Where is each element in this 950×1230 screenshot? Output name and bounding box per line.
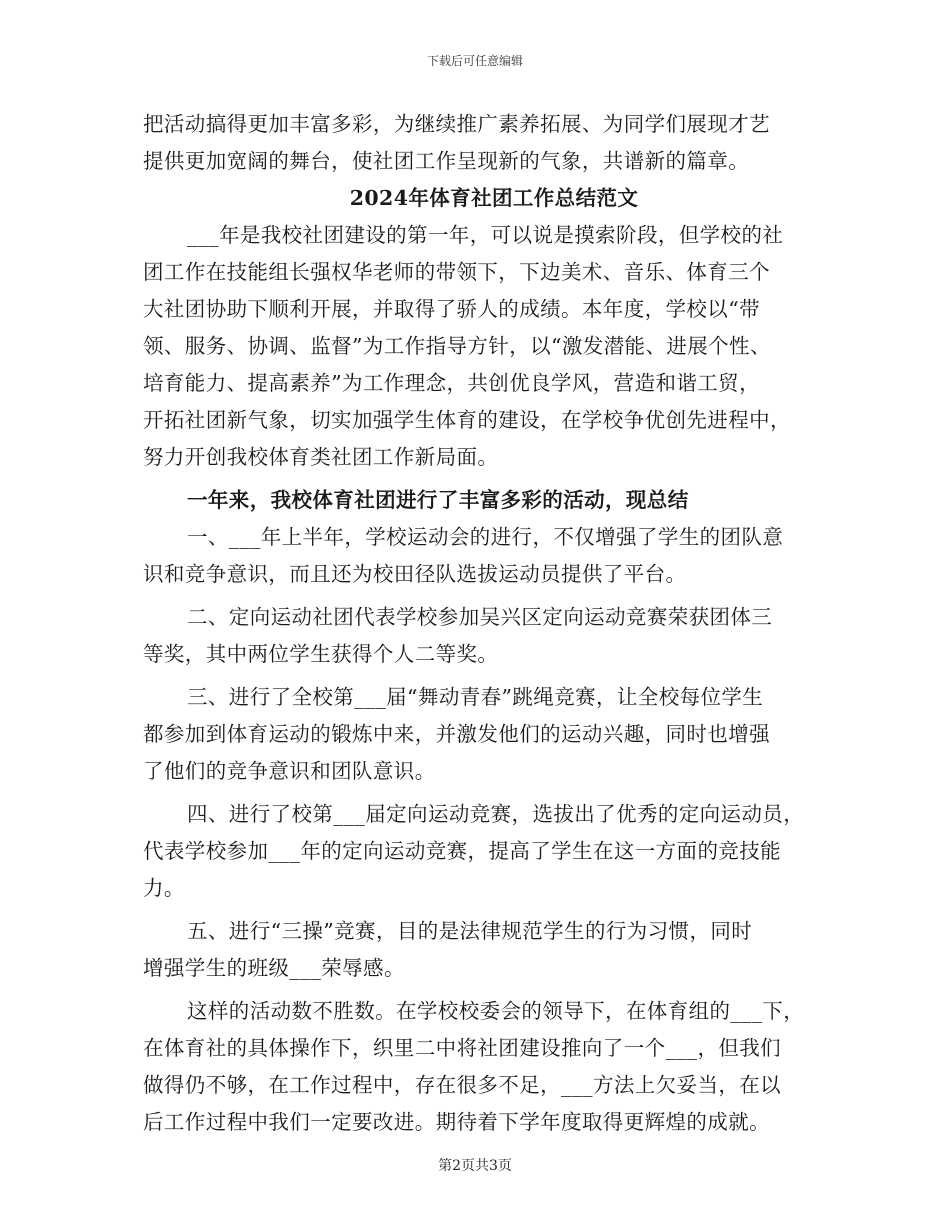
page-header-note: 下载后可任意编辑 [426, 54, 523, 68]
body-line: 这样的活动数不胜数。在学校校委会的领导下，在体育组的___下， [187, 999, 805, 1023]
body-line: 增强学生的班级___荣辱感。 [143, 956, 405, 980]
body-line: 三、进行了全校第___届“舞动青春”跳绳竞赛，让全校每位学生 [187, 685, 764, 709]
body-line: 领、服务、协调、监督”为工作指导方针，以“激发潜能、进展个性、 [143, 334, 771, 358]
page-number: 第2页共3页 [438, 1158, 512, 1174]
body-line: 团工作在技能组长强权华老师的带领下，下边美术、音乐、体育三个 [143, 260, 770, 284]
body-line: 都参加到体育运动的锻炼中来，并激发他们的运动兴趣，同时也增强 [143, 722, 770, 746]
body-line: 识和竞争意识，而且还为校田径队选拔运动员提供了平台。 [143, 562, 687, 586]
body-line: ___年是我校社团建设的第一年，可以说是摸索阶段，但学校的社 [187, 223, 784, 247]
body-line: 培育能力、提高素养”为工作理念，共创优良学风，营造和谐工贸， [143, 371, 760, 395]
document-body [143, 106, 815, 1141]
body-line: 后工作过程中我们一定要改进。期待着下学年度取得更辉煌的成就。 [143, 1110, 770, 1134]
body-line: 五、进行“三操”竞赛，目的是法律规范学生的行为习惯，同时 [187, 919, 753, 943]
document-title: 2024年体育社团工作总结范文 [349, 186, 639, 210]
body-line: 一、___年上半年，学校运动会的进行，不仅增强了学生的团队意 [187, 525, 784, 549]
body-line: 四、进行了校第___届定向运动竞赛，选拔出了优秀的定向运动员， [187, 802, 805, 826]
body-line: 代表学校参加___年的定向运动竞赛，提高了学生在这一方面的竞技能 [143, 839, 782, 863]
body-line: 做得仍不够，在工作过程中，存在很多不足，___方法上欠妥当，在以 [143, 1073, 782, 1097]
body-line: 提供更加宽阔的舞台，使社团工作呈现新的气象，共谱新的篇章。 [143, 149, 750, 173]
body-line: 在体育社的具体操作下，织里二中将社团建设推向了一个___，但我们 [143, 1036, 782, 1060]
body-line: 把活动搞得更加丰富多彩，为继续推广素养拓展、为同学们展现才艺 [143, 112, 770, 136]
body-line: 努力开创我校体育类社团工作新局面。 [143, 445, 499, 469]
body-line: 力。 [143, 876, 185, 900]
body-line: 大社团协助下顺利开展，并取得了骄人的成绩。本年度，学校以“带 [143, 297, 760, 321]
body-line: 二、定向运动社团代表学校参加吴兴区定向运动竞赛荣获团体三 [187, 605, 773, 629]
body-line: 开拓社团新气象，切实加强学生体育的建设，在学校争优创先进程中， [143, 408, 791, 432]
section-heading: 一年来，我校体育社团进行了丰富多彩的活动，现总结 [187, 488, 689, 512]
body-line: 等奖，其中两位学生获得个人二等奖。 [143, 642, 499, 666]
body-line: 了他们的竞争意识和团队意识。 [143, 759, 436, 783]
